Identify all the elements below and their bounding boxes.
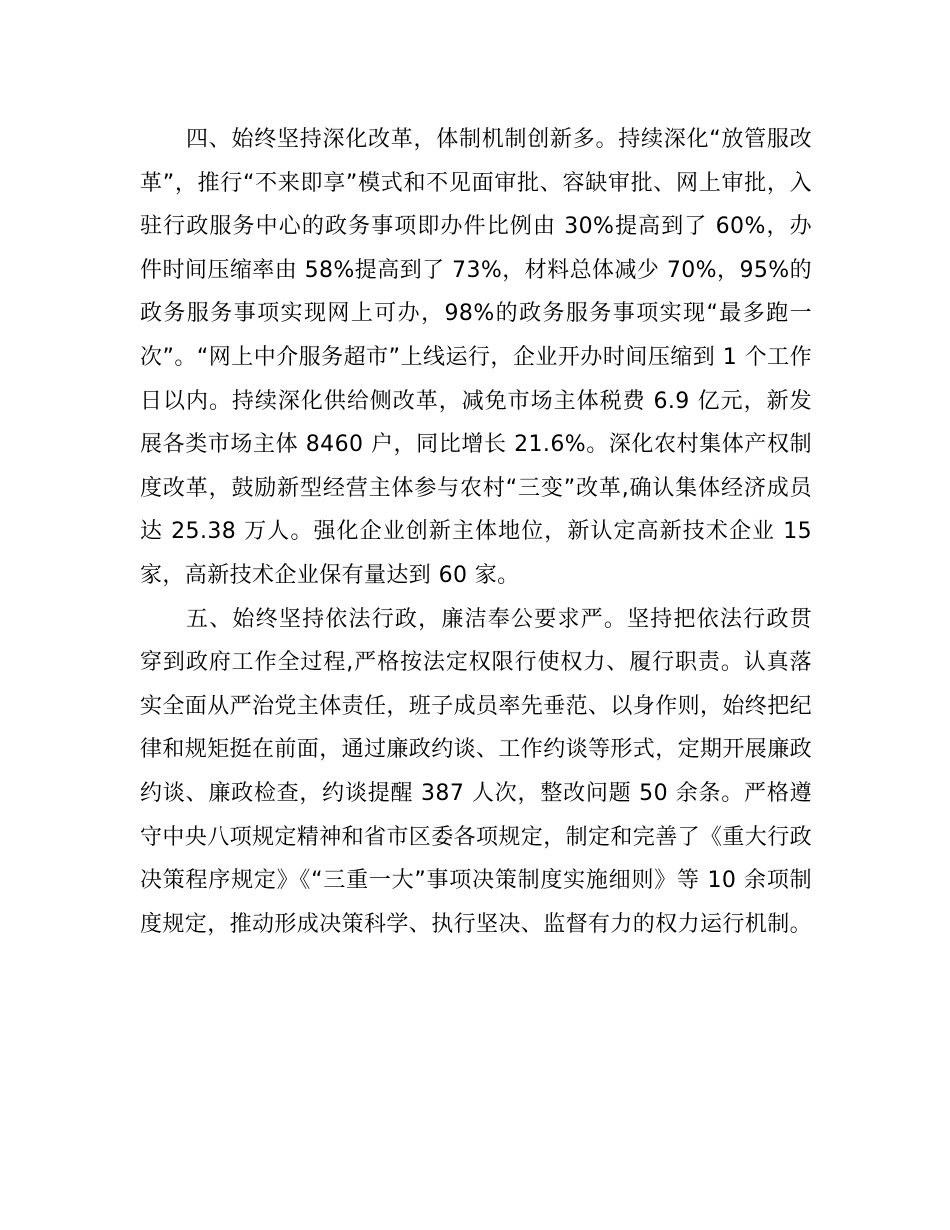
paragraph-law-administration: 五、始终坚持依法行政，廉洁奉公要求严。坚持把依法行政贯穿到政府工作全过程,严格按法定权限行使权力、履行职责。认真落实全面从严治党主体责任，班子成员率先垂范、以身作则，始终把纪律和规矩挺在前面，通过廉政约谈、工作约谈等形式，定期开展廉政约谈、廉政检查，约谈提醒 387 人次，整改问题 50 余条。严格遵守中央八项规定精神和省市区委各项规定，制定和完善了《重大行政决策程序规定》《“三重一大”事项决策制度实施细则》等 10 余项制度规定，推动形成决策科学、执行坚决、监督有力的权力运行机制。 bbox=[140, 606, 813, 937]
paragraph-reform: 四、始终坚持深化改革，体制机制创新多。持续深化“放管服改革”，推行“不来即享”模式和不见面审批、容缺审批、网上审批，入驻行政服务中心的政务事项即办件比例由 30%提高到了 60%，办件时间压缩率由 58%提高到了 73%，材料总体减少 70%，95%的政务服务事项实现网上可办，98%的政务服务事项实现“最多跑一次”。“网上中介服务超市”上线运行，企业开办时间压缩到 1 个工作日以内。持续深化供给侧改革，减免市场主体税费 6.9 亿元，新发展各类市场主体 8460 户，同比增长 21.6%。深化农村集体产权制度改革，鼓励新型经营主体参与农村“三变”改革,确认集体经济成员达 25.38 万人。强化企业创新主体地位，新认定高新技术企业 15 家，高新技术企业保有量达到 60 家。 bbox=[140, 127, 812, 588]
document-page bbox=[140, 118, 812, 946]
